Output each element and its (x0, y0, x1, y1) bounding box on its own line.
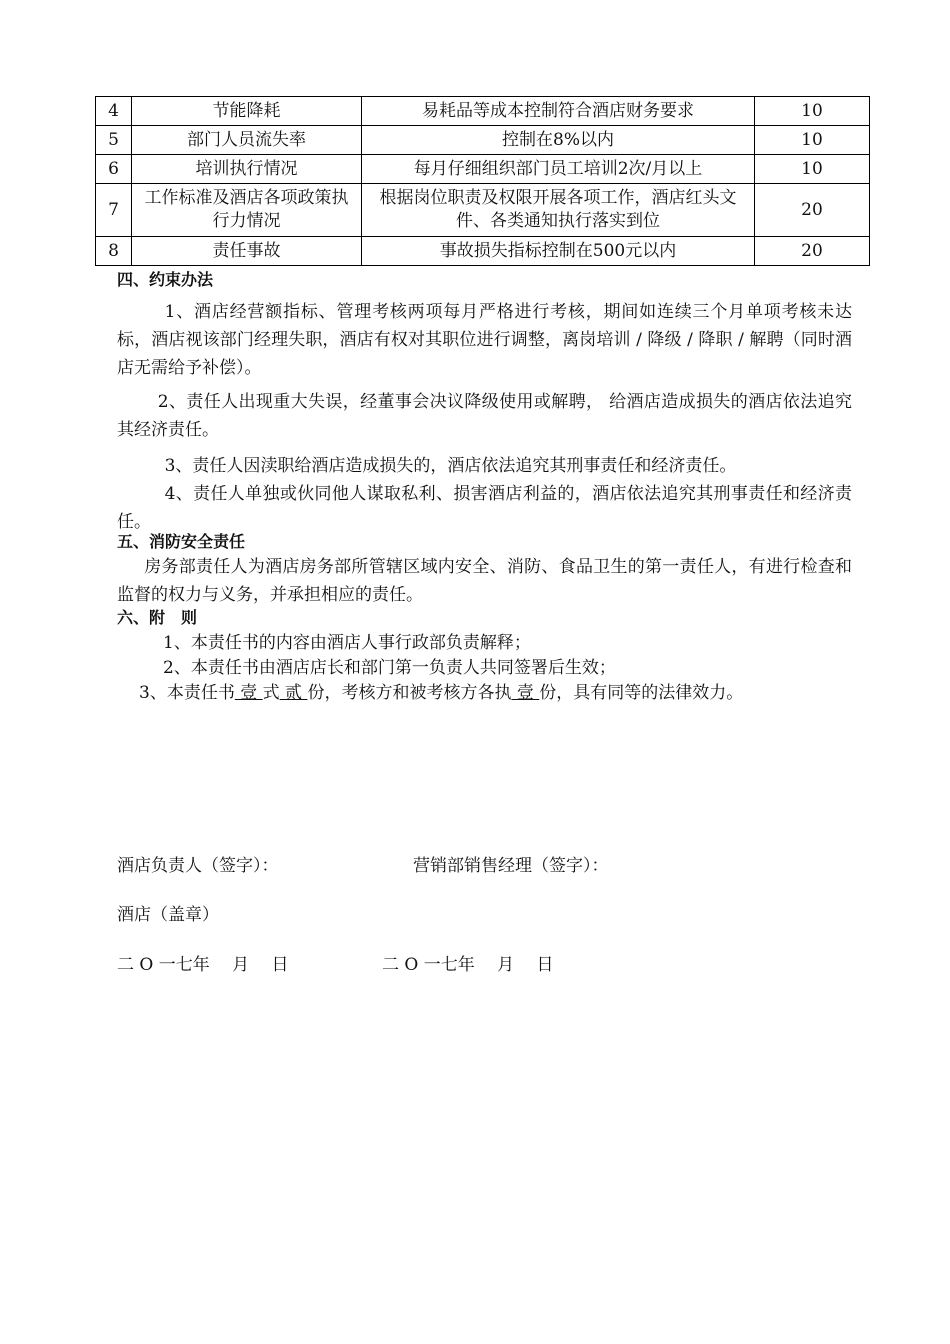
row-score: 10 (755, 155, 870, 184)
row-score: 20 (755, 184, 870, 237)
row-standard: 易耗品等成本控制符合酒店财务要求 (362, 97, 755, 126)
constraint-paragraph-1: 1、酒店经营额指标、管理考核两项每月严格进行考核，期间如连续三个月单项考核未达标，酒店视该部门经理失职，酒店有权对其职位进行调整，离岗培训 / 降级 / 降职 / 解聘（同时酒店无需给予补偿）。 (117, 302, 852, 378)
signature-date-left: 二 O 一七年 月 日 (117, 955, 289, 975)
appendix-item-3-text: 3、本责任书 (139, 683, 235, 703)
constraint-paragraph-4: 4、责任人单独或伙同他人谋取私利、损害酒店利益的，酒店依法追究其刑事责任和经济责任。 (117, 484, 852, 532)
fire-safety-paragraph: 房务部责任人为酒店房务部所管辖区域内安全、消防、食品卫生的第一责任人，有进行检查和监督的权力与义务，并承担相应的责任。 (117, 557, 852, 605)
copies-total-count: 贰 (279, 683, 308, 703)
copies-original-count: 壹 (234, 683, 263, 703)
appendix-item-3-text: 式 (262, 683, 280, 703)
row-standard: 根据岗位职责及权限开展各项工作，酒店红头文件、各类通知执行落实到位 (362, 184, 755, 237)
copies-each-count: 壹 (511, 683, 540, 703)
section-heading-appendix: 六、附 则 (117, 608, 198, 627)
table-row (96, 126, 870, 155)
section-heading-constraints: 四、约束办法 (117, 270, 214, 289)
appendix-item-1: 1、本责任书的内容由酒店人事行政部负责解释； (163, 633, 531, 653)
hotel-seal-label: 酒店（盖章） (117, 905, 219, 925)
row-number: 4 (96, 97, 132, 126)
row-score: 10 (755, 126, 870, 155)
table-row (96, 184, 870, 237)
row-standard: 控制在8%以内 (362, 126, 755, 155)
row-number: 6 (96, 155, 132, 184)
row-number: 5 (96, 126, 132, 155)
row-item: 部门人员流失率 (132, 126, 362, 155)
constraint-paragraph-2: 2、责任人出现重大失误，经董事会决议降级使用或解聘， 给酒店造成损失的酒店依法追究其经济责任。 (117, 392, 852, 440)
row-score: 20 (755, 237, 870, 266)
kpi-table (95, 96, 870, 266)
appendix-item-3-text: 份，考核方和被考核方各执 (307, 683, 512, 703)
appendix-item-2: 2、本责任书由酒店店长和部门第一负责人共同签署后生效； (163, 658, 616, 678)
constraint-paragraph-3: 3、责任人因渎职给酒店造成损失的，酒店依法追究其刑事责任和经济责任。 (164, 456, 737, 476)
row-number: 8 (96, 237, 132, 266)
signature-date-right: 二 O 一七年 月 日 (382, 955, 554, 975)
row-number: 7 (96, 184, 132, 237)
section-heading-fire-safety: 五、消防安全责任 (117, 532, 246, 551)
row-item: 节能降耗 (132, 97, 362, 126)
table-row (96, 97, 870, 126)
row-standard: 每月仔细组织部门员工培训2次/月以上 (362, 155, 755, 184)
table-row (96, 155, 870, 184)
row-score: 10 (755, 97, 870, 126)
table-row (96, 237, 870, 266)
row-item: 工作标准及酒店各项政策执行力情况 (132, 184, 362, 237)
row-item: 培训执行情况 (132, 155, 362, 184)
sales-manager-signature-label: 营销部销售经理（签字）： (413, 856, 609, 876)
appendix-item-3 (117, 679, 852, 707)
appendix-item-3-text: 份，具有同等的法律效力。 (539, 683, 744, 703)
row-item: 责任事故 (132, 237, 362, 266)
row-standard: 事故损失指标控制在500元以内 (362, 237, 755, 266)
hotel-rep-signature-label: 酒店负责人（签字）： (117, 856, 279, 876)
